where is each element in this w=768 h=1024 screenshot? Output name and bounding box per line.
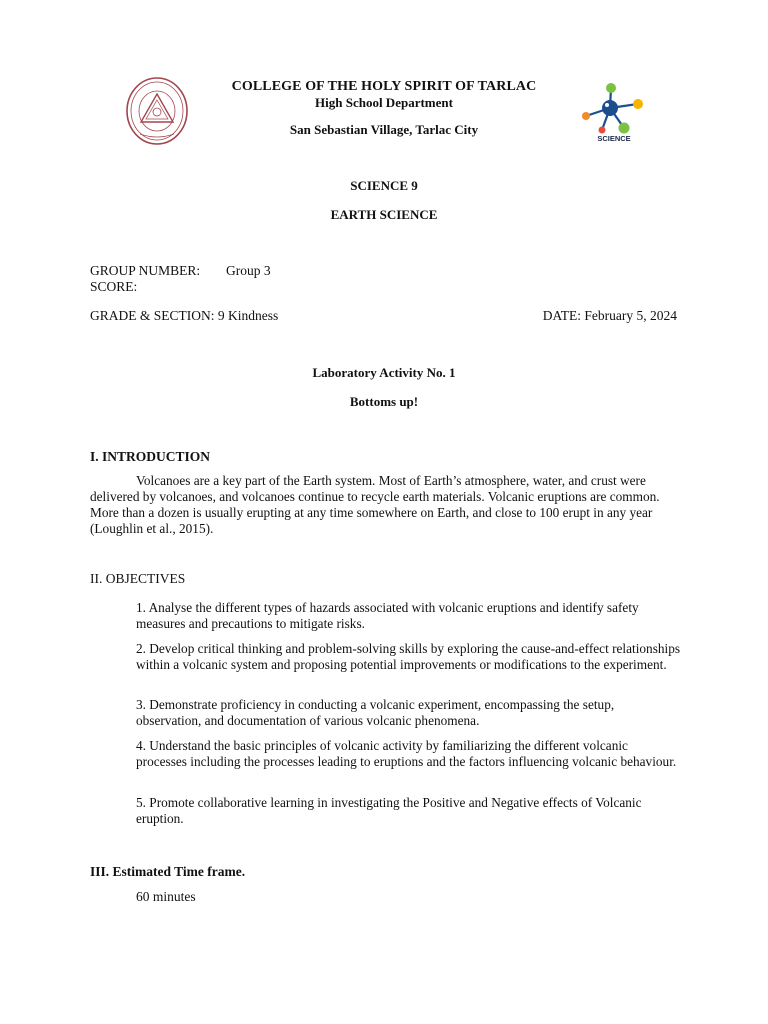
activity-number: Laboratory Activity No. 1 — [312, 365, 456, 380]
group-number-label: GROUP NUMBER: — [90, 263, 201, 278]
timeframe-heading: III. Estimated Time frame. — [90, 864, 246, 879]
activity-title: Bottoms up! — [349, 394, 419, 409]
group-number-value: Group 3 — [226, 263, 271, 278]
course-title: SCIENCE 9 — [350, 178, 418, 193]
objective-item-3: 3. Demonstrate proficiency in conducting a volcanic experiment, encompassing the setup, observation, and documentation of various volcanic phenomena. — [136, 697, 615, 728]
grade-section: GRADE & SECTION: 9 Kindness — [90, 308, 279, 323]
college-name: COLLEGE OF THE HOLY SPIRIT OF TARLAC — [231, 79, 537, 94]
department-name: High School Department — [315, 95, 453, 110]
objective-item-4: 4. Understand the basic principles of volcanic activity by familiarizing the different volcanic processes including the processes leading to eruptions and the factors influencing volcanic behaviour. — [136, 738, 677, 769]
science-logo-text: SCIENCE — [597, 134, 631, 143]
objective-item-2: 2. Develop critical thinking and problem-solving skills by exploring the cause-and-effect relationships within a volcanic system and proposing potential improvements or modifications to the experiment. — [136, 641, 681, 672]
objective-item-5: 5. Promote collaborative learning in investigating the Positive and Negative effects of Volcanic eruption. — [136, 795, 642, 826]
introduction-text: Volcanoes are a key part of the Earth system. Most of Earth’s atmosphere, water, and crust were delivered by volcanoes, and volcanoes continue to recycle earth materials. Volcanic eruptions are common. More than a dozen is usually erupting at any time somewhere on Earth, and close to 100 erupt in any year (Loughlin et al., 2015). — [90, 473, 660, 536]
introduction-heading: I. INTRODUCTION — [90, 449, 211, 464]
address: San Sebastian Village, Tarlac City — [289, 122, 479, 137]
subject-area: EARTH SCIENCE — [330, 207, 438, 222]
objectives-heading: II. OBJECTIVES — [90, 571, 186, 586]
score-label: SCORE: — [90, 279, 138, 294]
timeframe-value: 60 minutes — [136, 889, 196, 904]
objective-item-1: 1. Analyse the different types of hazards associated with volcanic eruptions and identify safety measures and precautions to mitigate risks. — [136, 600, 639, 631]
date: DATE: February 5, 2024 — [542, 308, 677, 323]
